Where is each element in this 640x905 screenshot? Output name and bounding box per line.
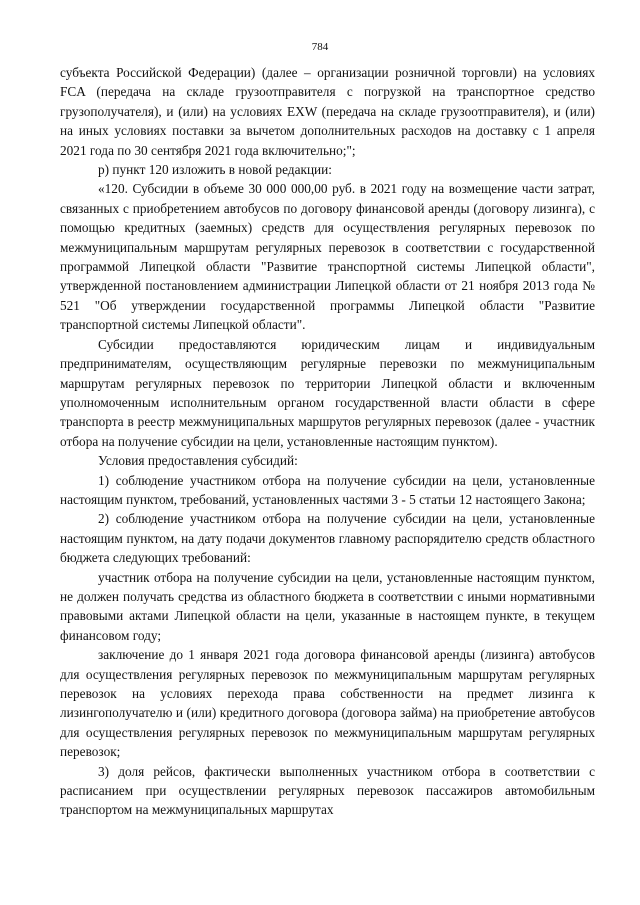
paragraph: субъекта Российской Федерации) (далее – организации розничной торговли) на условиях FCA (передача на складе грузоотправителя с погрузкой на транспортное средство грузополучателя), и (или) на условиях EXW (передача на складе грузоотправителя), и (или) на иных условиях поставки за вычетом дополнительных расходов на доставку с 1 апреля 2021 года по 30 сентября 2021 года включительно;"; <box>60 65 595 158</box>
document-body <box>60 63 595 820</box>
paragraph: «120. Субсидии в объеме 30 000 000,00 руб. в 2021 году на возмещение части затрат, связанных с приобретением автобусов по договору финансовой аренды (договору лизинга), с помощью кредитных (заемных) средств для осуществления регулярных перевозок по межмуниципальным маршрутам регулярных перевозок в соответствии с государственной программой Липецкой области "Развитие транспортной системы Липецкой области", утвержденной постановлением администрации Липецкой области от 21 ноября 2013 года № 521 "Об утверждении государственной программы Липецкой области "Развитие транспортной системы Липецкой области". <box>60 181 595 333</box>
paragraph: заключение до 1 января 2021 года договора финансовой аренды (лизинга) автобусов для осуществления регулярных перевозок по межмуниципальным маршрутам регулярных перевозок на условиях перехода права собственности на предмет лизинга к лизингополучателю и (или) кредитного договора (договора займа) на приобретение автобусов для осуществления регулярных перевозок по межмуниципальным маршрутам регулярных перевозок; <box>60 647 595 760</box>
paragraph: 1) соблюдение участником отбора на получение субсидии на цели, установленные настоящим пунктом, требований, установленных частями 3 - 5 статьи 12 настоящего Закона; <box>60 472 595 507</box>
paragraph: участник отбора на получение субсидии на цели, установленные настоящим пунктом, не должен получать средства из областного бюджета в соответствии с иными нормативными правовыми актами Липецкой области на цели, указанные в настоящем пункте, в текущем финансовом году; <box>60 569 595 643</box>
paragraph: 2) соблюдение участником отбора на получение субсидии на цели, установленные настоящим пунктом, на дату подачи документов главному распорядителю средств областного бюджета следующих требований: <box>60 511 595 566</box>
paragraph: Условия предоставления субсидий: <box>98 453 298 469</box>
paragraph: р) пункт 120 изложить в новой редакции: <box>98 162 332 178</box>
paragraph: 3) доля рейсов, фактически выполненных участником отбора в соответствии с расписанием при осуществлении регулярных перевозок пассажиров автомобильным транспортом на межмуниципальных маршрутах <box>60 763 595 818</box>
paragraph: Субсидии предоставляются юридическим лицам и индивидуальным предпринимателям, осуществляющим регулярные перевозки по межмуниципальным маршрутам регулярных перевозок по территории Липецкой области и включенным уполномоченным исполнительным органом государственной власти области в сфере транспорта в реестр межмуниципальных маршрутов регулярных перевозок (далее - участник отбора на получение субсидии на цели, установленные настоящим пунктом). <box>60 336 595 449</box>
page-number: 784 <box>311 41 329 53</box>
